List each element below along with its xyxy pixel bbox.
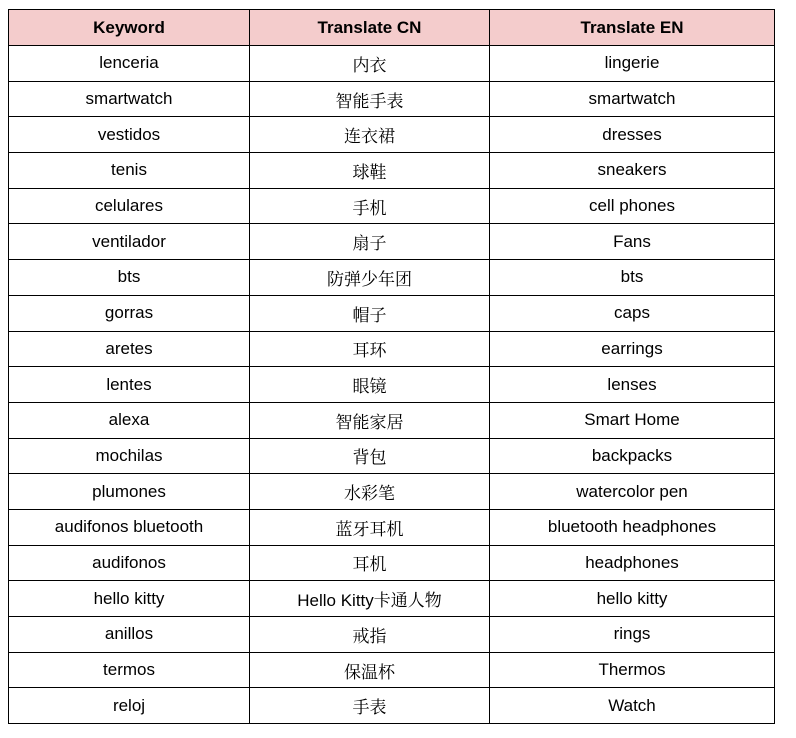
table-row [9, 617, 775, 653]
translate-cn-cell: 帽子 [250, 295, 490, 331]
translate-cn-cell: 球鞋 [250, 153, 490, 189]
translate-en-cell: dresses [490, 117, 775, 153]
header-translate-en: Translate EN [490, 10, 775, 46]
table-row [9, 581, 775, 617]
table-row [9, 153, 775, 189]
header-keyword: Keyword [9, 10, 250, 46]
translate-cn-cell: 智能家居 [250, 402, 490, 438]
table-body [9, 46, 775, 724]
translate-en-cell: smartwatch [490, 81, 775, 117]
translate-cn-cell: 耳机 [250, 545, 490, 581]
table-row [9, 438, 775, 474]
translate-en-cell: Thermos [490, 652, 775, 688]
keyword-cell: vestidos [9, 117, 250, 153]
keyword-cell: hello kitty [9, 581, 250, 617]
translate-cn-cell: 防弹少年团 [250, 260, 490, 296]
translate-en-cell: rings [490, 617, 775, 653]
translate-cn-cell: 手表 [250, 688, 490, 724]
keyword-cell: lentes [9, 367, 250, 403]
translate-cn-cell: 水彩笔 [250, 474, 490, 510]
keyword-cell: alexa [9, 402, 250, 438]
table-row [9, 295, 775, 331]
translate-en-cell: Watch [490, 688, 775, 724]
table-row [9, 81, 775, 117]
translate-cn-cell: 眼镜 [250, 367, 490, 403]
translate-cn-cell: 内衣 [250, 46, 490, 82]
translate-cn-cell: 智能手表 [250, 81, 490, 117]
translate-en-cell: bts [490, 260, 775, 296]
translate-en-cell: bluetooth headphones [490, 509, 775, 545]
keyword-cell: plumones [9, 474, 250, 510]
table-row [9, 688, 775, 724]
table-row [9, 224, 775, 260]
keyword-table-container [8, 9, 775, 724]
translate-cn-cell: 手机 [250, 188, 490, 224]
table-row [9, 260, 775, 296]
table-row [9, 652, 775, 688]
keyword-cell: bts [9, 260, 250, 296]
keyword-cell: mochilas [9, 438, 250, 474]
keyword-cell: tenis [9, 153, 250, 189]
translate-cn-cell: 背包 [250, 438, 490, 474]
translate-cn-cell: 扇子 [250, 224, 490, 260]
translate-en-cell: hello kitty [490, 581, 775, 617]
keyword-cell: smartwatch [9, 81, 250, 117]
table-row [9, 367, 775, 403]
keyword-cell: reloj [9, 688, 250, 724]
table-row [9, 188, 775, 224]
translate-cn-cell: 保温杯 [250, 652, 490, 688]
translate-en-cell: backpacks [490, 438, 775, 474]
keyword-translation-table [8, 9, 775, 724]
keyword-cell: anillos [9, 617, 250, 653]
translate-en-cell: caps [490, 295, 775, 331]
keyword-cell: lenceria [9, 46, 250, 82]
table-header-row [9, 10, 775, 46]
header-translate-cn: Translate CN [250, 10, 490, 46]
translate-cn-cell: 耳环 [250, 331, 490, 367]
keyword-cell: aretes [9, 331, 250, 367]
keyword-cell: audifonos bluetooth [9, 509, 250, 545]
translate-en-cell: watercolor pen [490, 474, 775, 510]
keyword-cell: audifonos [9, 545, 250, 581]
keyword-cell: gorras [9, 295, 250, 331]
translate-en-cell: Fans [490, 224, 775, 260]
translate-en-cell: Smart Home [490, 402, 775, 438]
table-row [9, 509, 775, 545]
translate-cn-cell: 连衣裙 [250, 117, 490, 153]
table-row [9, 474, 775, 510]
table-row [9, 545, 775, 581]
translate-en-cell: lingerie [490, 46, 775, 82]
translate-en-cell: headphones [490, 545, 775, 581]
keyword-cell: celulares [9, 188, 250, 224]
translate-en-cell: lenses [490, 367, 775, 403]
translate-cn-cell: 蓝牙耳机 [250, 509, 490, 545]
translate-en-cell: earrings [490, 331, 775, 367]
translate-cn-cell: Hello Kitty卡通人物 [250, 581, 490, 617]
table-row [9, 46, 775, 82]
table-row [9, 331, 775, 367]
table-row [9, 402, 775, 438]
translate-en-cell: sneakers [490, 153, 775, 189]
translate-en-cell: cell phones [490, 188, 775, 224]
translate-cn-cell: 戒指 [250, 617, 490, 653]
table-row [9, 117, 775, 153]
keyword-cell: ventilador [9, 224, 250, 260]
keyword-cell: termos [9, 652, 250, 688]
